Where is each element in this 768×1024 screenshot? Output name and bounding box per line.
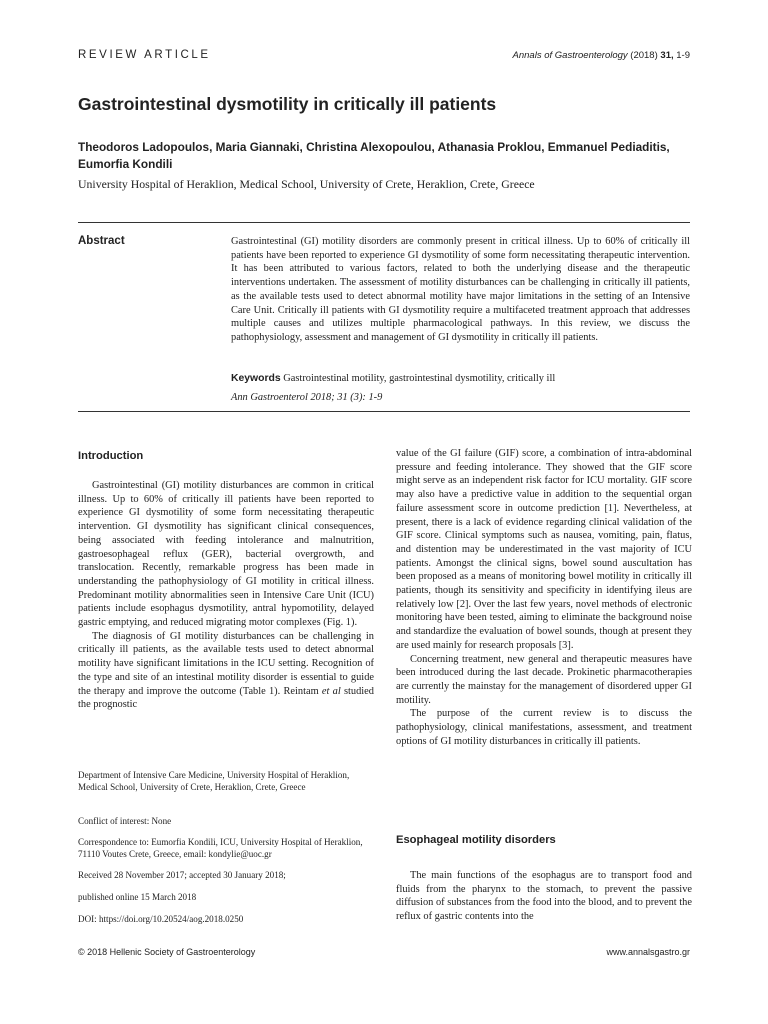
- introduction-body: [78, 479, 374, 712]
- affiliation: University Hospital of Heraklion, Medical School, University of Crete, Heraklion, Crete, Greece: [78, 177, 535, 191]
- author-list: Theodoros Ladopoulos, Maria Giannaki, Christina Alexopoulou, Athanasia Proklou, Emmanuel Pediaditis, Eumorfia Kondili: [78, 140, 670, 171]
- journal-reference: [513, 50, 690, 61]
- footnote-received: Received 28 November 2017; accepted 30 January 2018;: [78, 870, 286, 880]
- column-two-paragraph-1: value of the GI failure (GIF) score, a combination of intra-abdominal pressure and feeding intolerance. They showed that the GIF score might serve as an independent risk factor for ICU mortality. GIF score may also have a predictive value in addition to the sequential organ failure assessment score in outcome prediction [1]. Nevertheless, at present, there is a lack of evidence regarding clinical validation of the GIF score. Clinical symptoms such as nausea, vomiting, pain, flatus, and distention may be underestimated in the vast majority of ICU patients. Amongst the clinical signs, bowel sound auscultation has been proposed as a means of monitoring bowel motility in critically ill patients, though its sensitivity and specificity in identifying ileus are relatively low [2]. Over the last few years, novel methods of electronic monitoring have been tested, aiming to eliminate the background noise and standardize the evaluation of bowel sounds, though at present they are used mainly for research proposals [3].: [396, 448, 692, 651]
- citation: Ann Gastroenterol 2018; 31 (3): 1-9: [231, 392, 383, 403]
- column-two-body: [396, 447, 692, 748]
- journal-name: Annals of Gastroenterology: [512, 50, 628, 61]
- article-title: Gastrointestinal dysmotility in critically ill patients: [78, 94, 497, 114]
- footnote-correspondence: Correspondence to: Eumorfia Kondili, ICU, University Hospital of Heraklion, 71110 Voutes Crete, Greece, email: kondylie@uoc.gr: [78, 837, 363, 860]
- introduction-paragraph-1: Gastrointestinal (GI) motility disturbances are common in critical illness. Up to 60% of critically ill patients have been reported to experience GI dysmotility of some form necessitating therapeutic intervention. GI dysmotility has significant clinical consequences, being associated with feeding intolerance and malnutrition, gastroesophageal reflux (GER), bacterial overgrowth, and translocation. Recently, remarkable progress has been made in understanding the pathophysiology of GI motility in critical illness. Predominant motility abnormalities seen in Intensive Care Unit (ICU) patients include esophagus dysmotility, antral hypomotility, delayed gastric emptying, and reduced migrating motor complexes (Fig. 1).: [78, 480, 374, 629]
- introduction-heading: Introduction: [78, 450, 144, 462]
- abstract-top-rule: [78, 222, 690, 223]
- abstract-text: Gastrointestinal (GI) motility disorders are commonly present in critical illness. Up to 60% of critically ill patients have been reported to experience GI dysmotility of some form necessitating therapeutic intervention. It has been attributed to various factors, related to both the underlying disease and the therapeutic interventions undertaken. The assessment of motility disturbances can be challenging in critically ill patients, as the available tests used to detect abnormal motility have major limitations in the setting of an Intensive Care Unit. Critically ill patients with GI dysmotility require a multifaceted treatment approach that addresses multiple causes and utilizes multiple pharmacological pathways. In this review, we discuss the pathophysiology, assessment and management of GI dysmotility in critically ill patients.: [231, 236, 690, 343]
- column-two-paragraph-3: The purpose of the current review is to discuss the pathophysiology, clinical manifestations, assessment, and treatment options of GI motility disturbances in critically ill patients.: [396, 708, 692, 747]
- abstract-bottom-rule: [78, 411, 690, 412]
- introduction-paragraph-2-text: The diagnosis of GI motility disturbances can be challenging in critically ill patients, as the available tests used to detect abnormal motility have significant limitations in the ICU setting. Recognition of the type and site of an intestinal motility disorder is essential to guide the therapy and improve the outcome (Table 1). Reintam: [78, 630, 374, 697]
- footnote-published: published online 15 March 2018: [78, 892, 197, 902]
- journal-pages: 1-9: [673, 50, 690, 61]
- esophageal-heading: Esophageal motility disorders: [396, 834, 556, 846]
- journal-volume: 31,: [660, 50, 674, 61]
- footnote-conflict: Conflict of interest: None: [78, 816, 172, 826]
- abstract-heading: Abstract: [78, 235, 125, 247]
- column-two-paragraph-2: Concerning treatment, new general and therapeutic measures have been introduced during the last decade. Prokinetic pharmacotherapies are currently the mainstay for the management of disordered upper GI motility.: [396, 653, 692, 706]
- footnote-doi: DOI: https://doi.org/10.20524/aog.2018.0250: [78, 914, 244, 924]
- footnote-department: Department of Intensive Care Medicine, University Hospital of Heraklion, Medical School, University of Crete, Heraklion, Crete, Greece: [78, 770, 350, 793]
- keywords: [231, 373, 690, 384]
- article-type-label: REVIEW ARTICLE: [78, 49, 211, 61]
- footer-website: www.annalsgastro.gr: [606, 947, 690, 957]
- journal-year: (2018): [627, 50, 661, 61]
- esophageal-body: [396, 869, 692, 924]
- introduction-paragraph-2-tail: studied the prognostic: [78, 685, 374, 711]
- introduction-paragraph-2: [78, 630, 374, 712]
- esophageal-paragraph-1: The main functions of the esophagus are to transport food and fluids from the pharynx to the stomach, to prevent the passive diffusion of substances from the food into the blood, and to prevent the reflux of gastric contents into the: [396, 870, 692, 923]
- introduction-paragraph-2-emphasis: et al: [321, 685, 341, 697]
- footer-copyright: © 2018 Hellenic Society of Gastroenterology: [78, 947, 256, 957]
- keywords-text: Gastrointestinal motility, gastrointestinal dysmotility, critically ill: [280, 373, 556, 384]
- keywords-label: Keywords: [231, 373, 281, 384]
